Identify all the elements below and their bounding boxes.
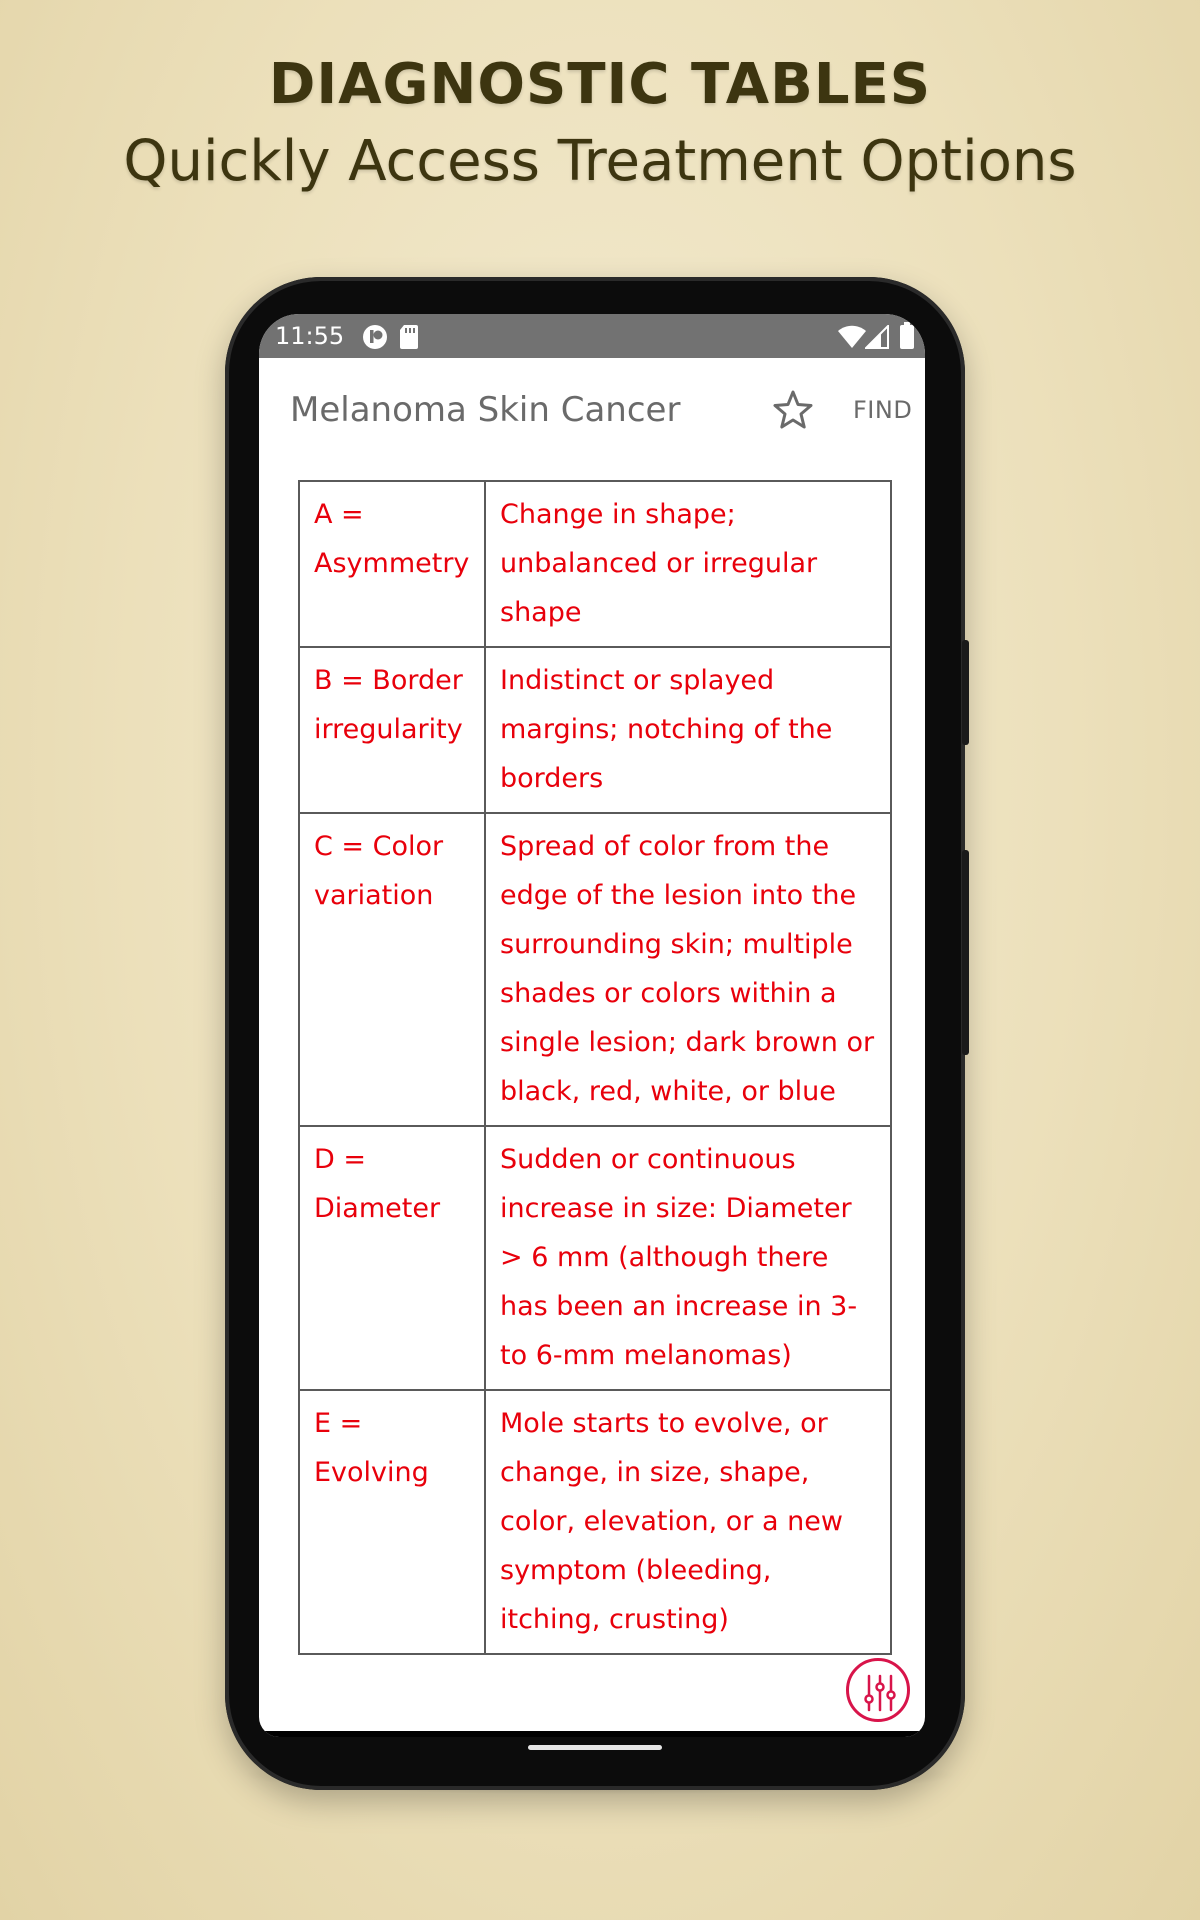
status-bar xyxy=(259,314,925,358)
battery-icon xyxy=(899,322,915,355)
description-cell: Indistinct or splayed margins; notching of the borders xyxy=(485,647,891,813)
criterion-cell: A = Asymmetry xyxy=(299,481,485,647)
star-outline-icon xyxy=(769,386,817,434)
description-cell: Sudden or continuous increase in size: Diameter > 6 mm (although there has been an increase in 3- to 6-mm melanomas) xyxy=(485,1126,891,1390)
sd-card-icon xyxy=(399,324,419,355)
app-notification-icon xyxy=(362,324,388,355)
table-row xyxy=(299,1126,891,1390)
description-cell: Spread of color from the edge of the lesion into the surrounding skin; multiple shades or colors within a single lesion; dark brown or black, red, white, or blue xyxy=(485,813,891,1126)
criterion-cell: D = Diameter xyxy=(299,1126,485,1390)
favorite-button[interactable] xyxy=(769,386,817,434)
phone-screen xyxy=(259,314,925,1737)
description-cell: Change in shape; unbalanced or irregular shape xyxy=(485,481,891,647)
table-row xyxy=(299,481,891,647)
table-row xyxy=(299,647,891,813)
find-button[interactable]: FIND xyxy=(853,396,913,424)
diagnostic-table xyxy=(298,480,892,1655)
app-bar xyxy=(259,358,925,458)
promo-subtitle: Quickly Access Treatment Options xyxy=(123,129,1077,194)
status-time: 11:55 xyxy=(275,322,345,350)
promo-heading xyxy=(0,50,1200,204)
abcde-criteria-table xyxy=(298,480,892,1655)
promo-title: DIAGNOSTIC TABLES xyxy=(268,52,932,117)
volume-button xyxy=(962,850,969,1055)
power-button xyxy=(962,640,969,745)
sliders-icon xyxy=(863,1673,897,1713)
signal-icon xyxy=(865,325,889,354)
table-row xyxy=(299,813,891,1126)
criterion-cell: B = Border irregularity xyxy=(299,647,485,813)
criterion-cell: E = Evolving xyxy=(299,1390,485,1654)
table-row xyxy=(299,1390,891,1654)
navigation-bar xyxy=(259,1731,925,1737)
description-cell: Mole starts to evolve, or change, in size, shape, color, elevation, or a new symptom (bleeding, itching, crusting) xyxy=(485,1390,891,1654)
wifi-icon xyxy=(837,325,867,354)
settings-fab[interactable] xyxy=(846,1658,910,1722)
home-indicator[interactable] xyxy=(528,1745,662,1750)
page-title: Melanoma Skin Cancer xyxy=(290,390,681,430)
criterion-cell: C = Color variation xyxy=(299,813,485,1126)
